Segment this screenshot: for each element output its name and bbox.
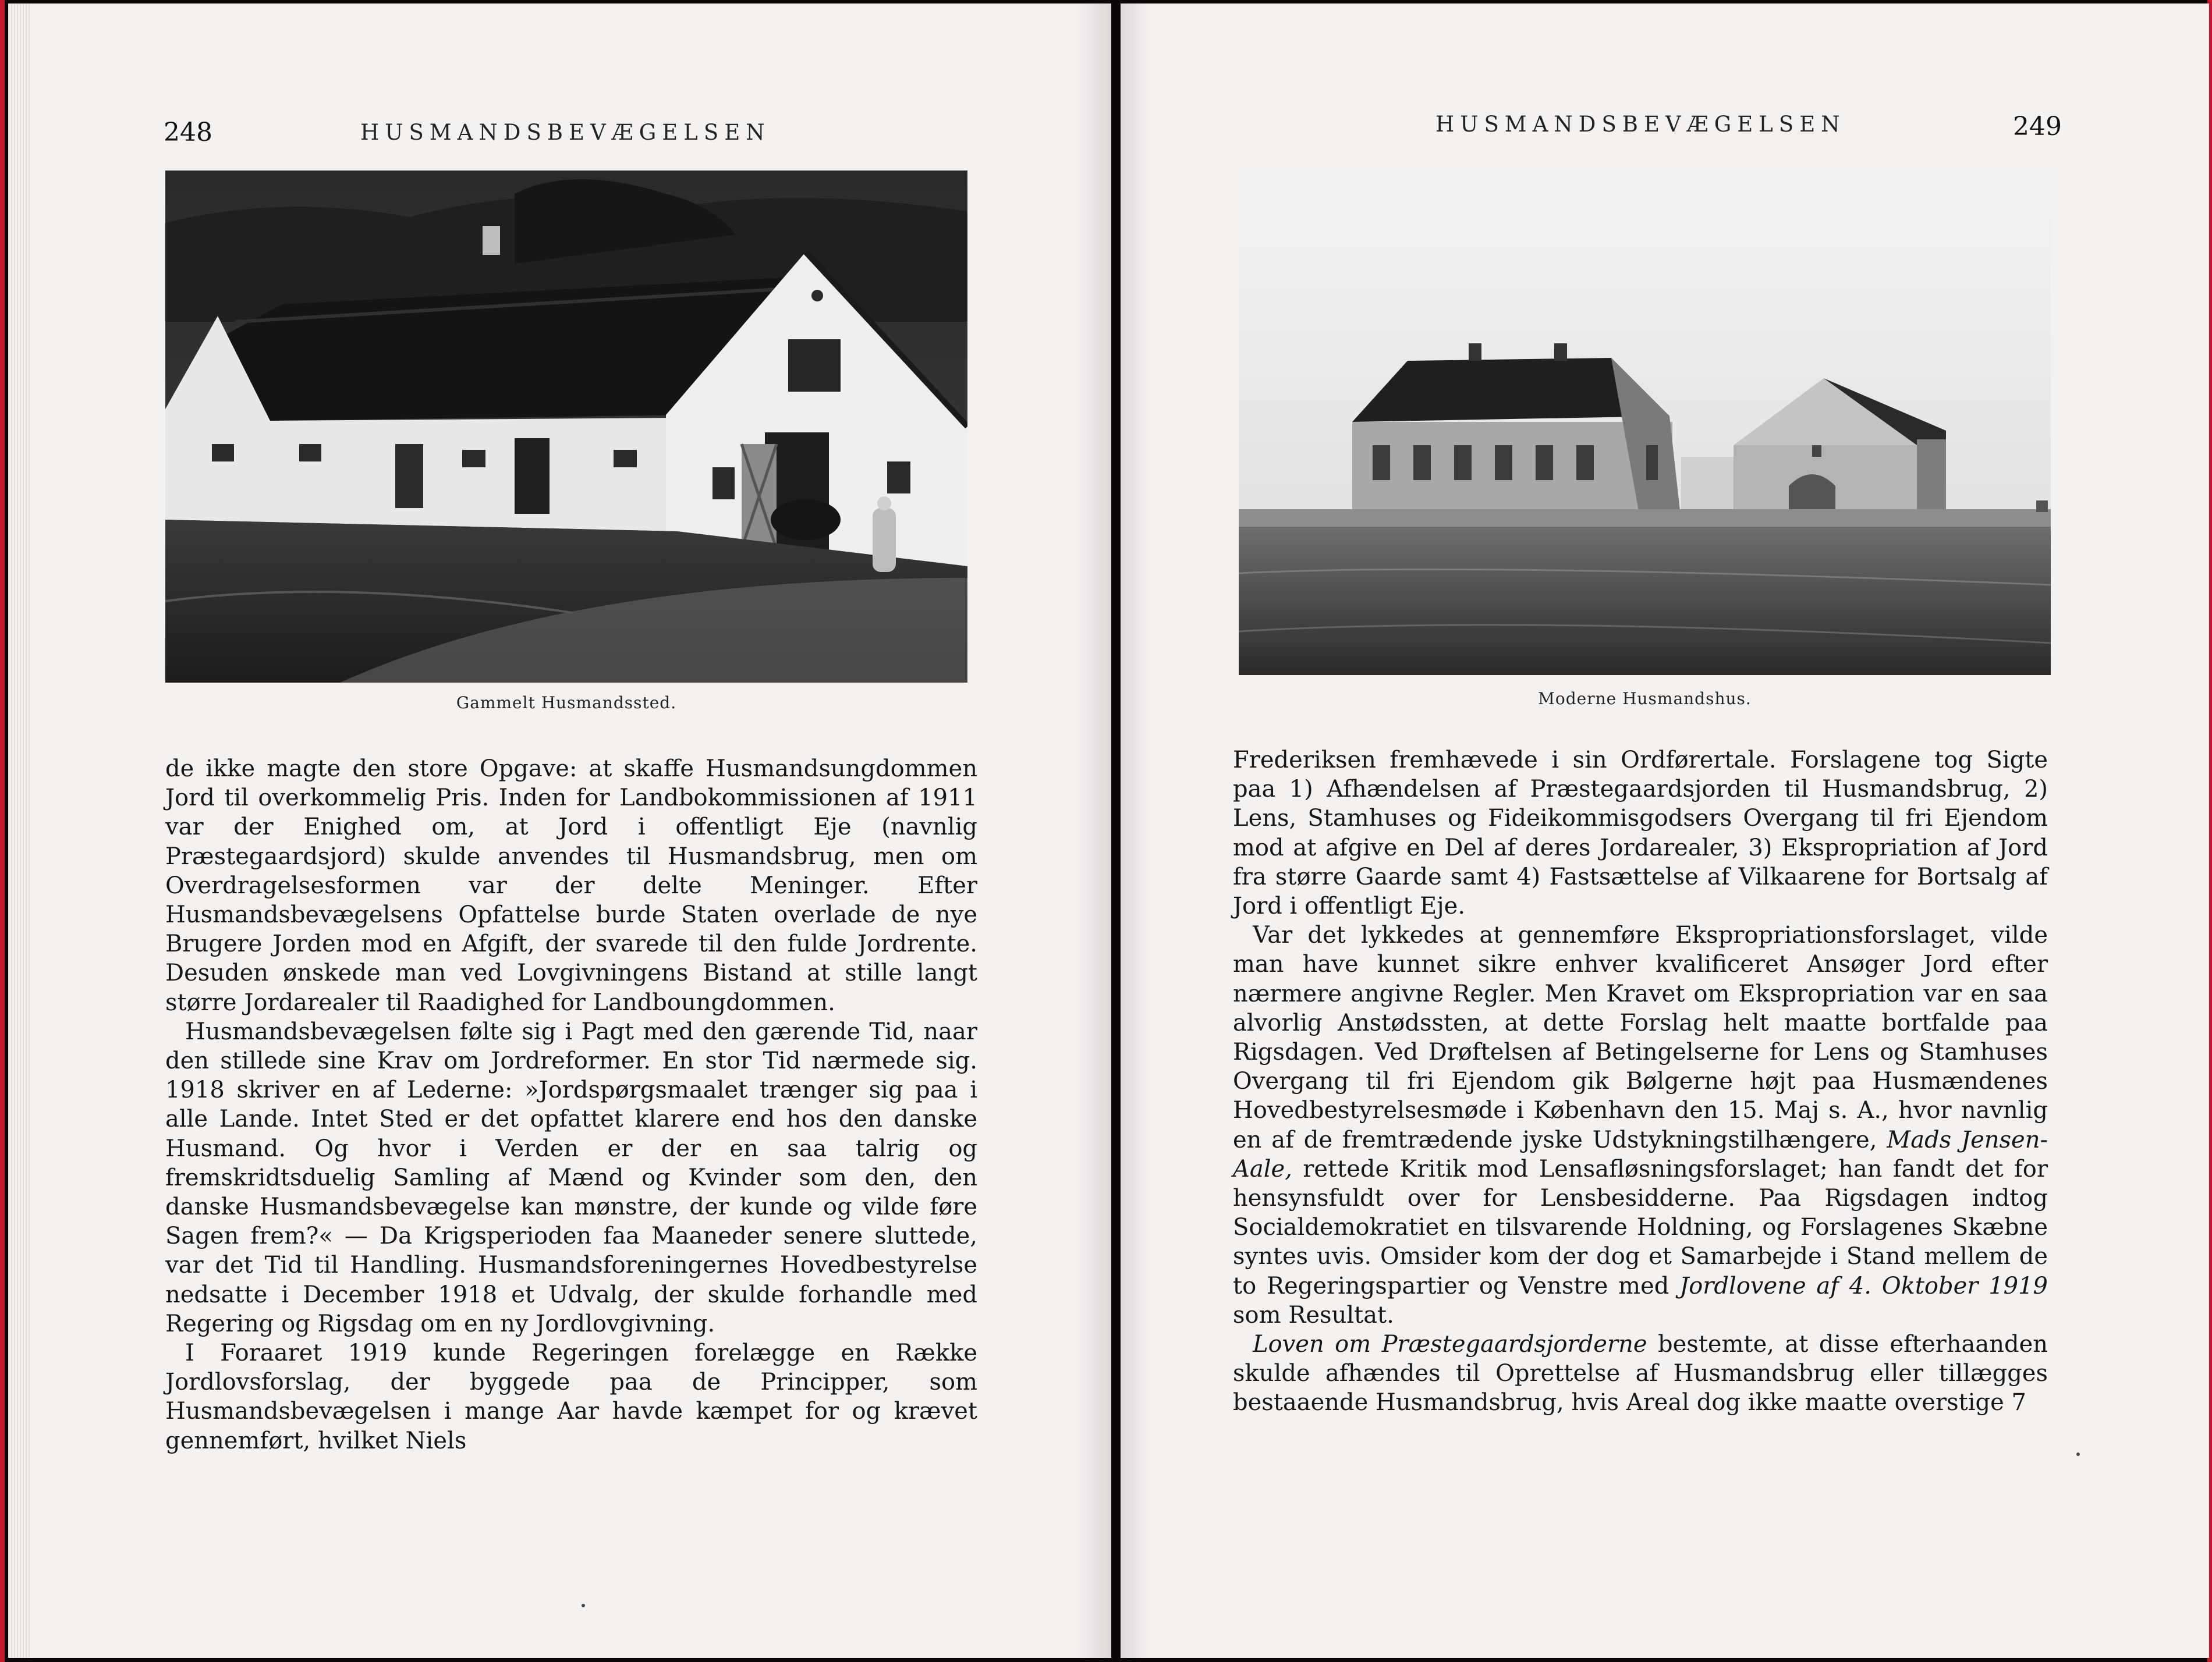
speck — [2076, 1453, 2080, 1456]
left-edge-accent — [0, 0, 5, 1662]
paragraph: Husmandsbevægelsen følte sig i Pagt med den gærende Tid, naar den stillede sine Krav om Jordreformer. En stor Tid nærmede sig. 1918 skriver en af Lederne: »Jordspørgsmaalet trænger sig paa i alle Lande. Intet Sted er det opfattet klarere end hos den danske Husmand. Og hvor i Verden er der en saa talrig og fremskridtsduelig Samling af Mænd og Kvinder som den, den danske Husmandsbevægelse kan mønstre, der kunde og vilde føre Sagen frem?« — Da Krigsperioden faa Maaneder senere sluttede, var det Tid til Handling. Husmandsforeningernes Hovedbestyrelse nedsatte i December 1918 et Udvalg, der skulde forhandle med Regering og Rigsdag om en ny Jordlovgivning. — [165, 1018, 977, 1337]
page-number-right: 249 — [2013, 112, 2062, 141]
speck — [582, 1604, 585, 1607]
photo-old-smallholding — [165, 171, 967, 683]
photo-caption-right: Moderne Husmandshus. — [1538, 689, 1752, 708]
law-title: Loven om Præstegaardsjorderne — [1253, 1331, 1647, 1358]
gutter-shadow — [1121, 3, 1150, 1658]
body-text-right — [1233, 745, 2048, 1418]
page-number-left: 248 — [164, 118, 212, 147]
law-title: Jordlovene af 4. Oktober 1919 — [1679, 1272, 2048, 1299]
paragraph-text: rettede Kritik mod Lensafløsningsforslaget; han fandt det for hensynsfuldt over for Lensbesidderne. Paa Rigsdagen indtog Socialdemokratiet en tilsvarende Holdning, og Forslagenes Skæbne syntes uvis. Omsider kom der dog et Samarbejde i Stand mellem de to Regeringspartier og Venstre med — [1233, 1155, 2048, 1299]
paragraph-text: som Resultat. — [1233, 1301, 1394, 1329]
paragraph — [1233, 1330, 2048, 1418]
paragraph: de ikke magte den store Opgave: at skaffe Husmandsungdommen Jord til overkommelig Pris. Inden for Landbokommissionen af 1911 var der Enighed om, at Jord i offentligt Eje (navnlig Præstegaardsjord) skulde anvendes til Husmandsbrug, men om Overdragelsesformen var der delte Meninger. Efter Husmandsbevægelsens Opfattelse burde Staten overlade de nye Brugere Jorden mod en Afgift, der svarede til den fulde Jordrente. Desuden ønskede man ved Lovgivningens Bistand at stille langt større Jordarealer til Raadighed for Landboungdommen. — [165, 755, 977, 1016]
running-head-right: HUSMANDSBEVÆGELSEN — [1435, 112, 1846, 137]
paragraph: I Foraaret 1919 kunde Regeringen forelægge en Række Jordlovsforslag, der byggede paa de Principper, som Husmandsbevægelsen i mange Aar havde kæmpet for og krævet gennemført, hvilket Niels — [165, 1340, 977, 1454]
running-head-left: HUSMANDSBEVÆGELSEN — [360, 120, 771, 145]
photo-caption-left: Gammelt Husmandssted. — [456, 693, 677, 712]
person-name: Mads Jensen-Aale, — [1233, 1126, 2048, 1182]
body-text-left — [165, 754, 977, 1455]
gutter-shadow — [1076, 3, 1111, 1658]
paragraph-text: bestemte, at disse efterhaanden skulde afhændes til Oprettelse af Husmandsbrug eller tillægges bestaaende Husmandsbrug, hvis Areal dog ikke maatte overstige 7 — [1233, 1331, 2048, 1416]
right-page — [1121, 3, 2209, 1658]
page-edge — [8, 3, 31, 1658]
paragraph — [1233, 921, 2048, 1330]
photo-modern-smallholding — [1239, 166, 2051, 675]
paragraph-text: Var det lykkedes at gennemføre Ekspropriationsforslaget, vilde man have kunnet sikre enhver kvalificeret Ansøger Jord efter nærmere angivne Regler. Men Kravet om Ekspropriation var en saa alvorlig Anstødssten, at dette Forslag helt maatte bortfalde paa Rigsdagen. Ved Drøftelsen af Betingelserne for Lens og Stamhuses Overgang til fri Ejendom gik Bølgerne højt paa Husmændenes Hovedbestyrelsesmøde i København den 15. Maj s. A., hvor navnlig en af de fremtrædende jyske Udstykningstilhængere, — [1233, 922, 2048, 1153]
paragraph: Frederiksen fremhævede i sin Ordførertale. Forslagene tog Sigte paa 1) Afhændelsen af Præstegaardsjorden til Husmandsbrug, 2) Lens, Stamhuses og Fideikommisgodsers Overgang til fri Ejendom mod at afgive en Del af deres Jordarealer, 3) Ekspropriation af Jord fra større Gaarde samt 4) Fastsættelse af Vilkaarene for Bortsalg af Jord i offentligt Eje. — [1233, 747, 2048, 920]
left-page — [8, 3, 1111, 1658]
